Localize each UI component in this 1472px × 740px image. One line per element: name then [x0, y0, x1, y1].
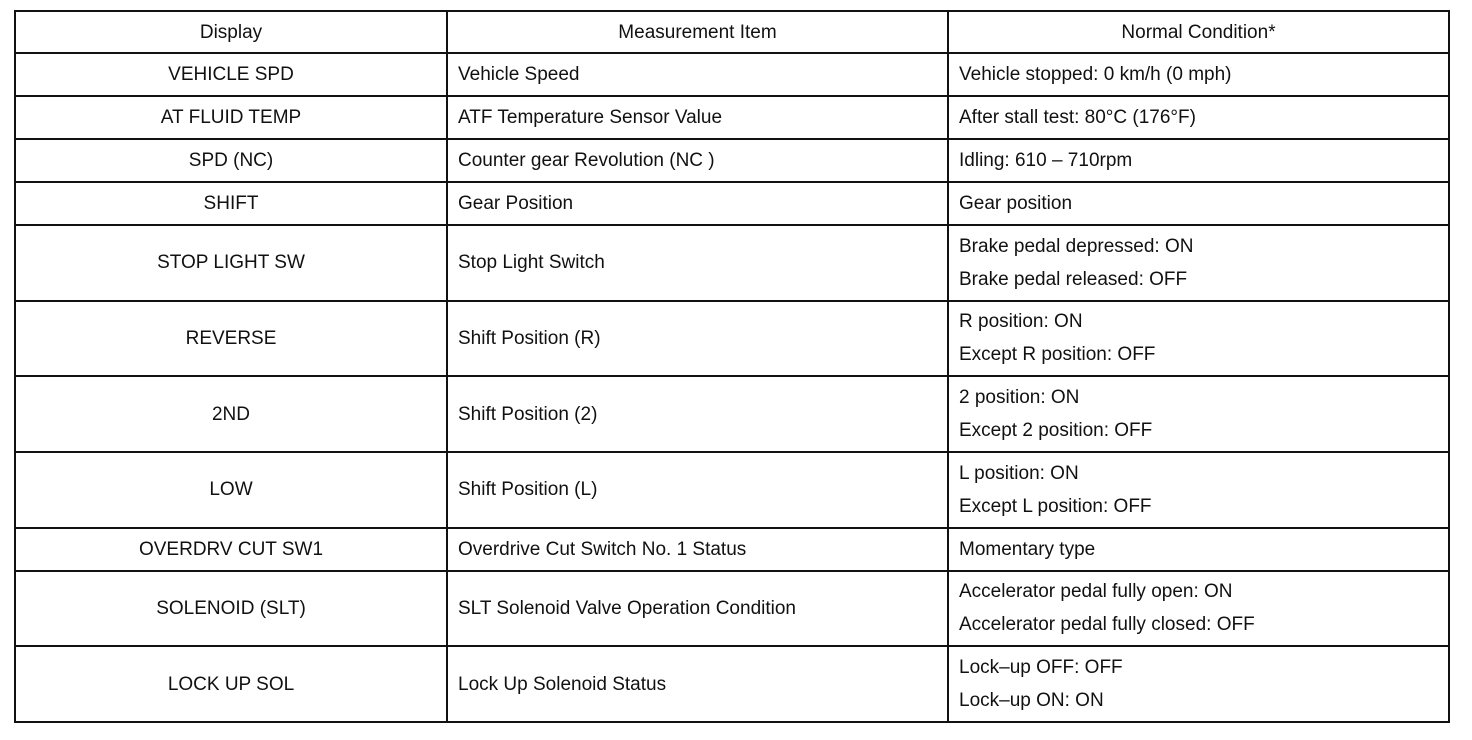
header-display: Display — [15, 11, 447, 53]
measurement-item-cell: Shift Position (R) — [447, 301, 948, 377]
condition-line: Except 2 position: OFF — [959, 420, 1153, 442]
display-cell: LOCK UP SOL — [15, 646, 447, 722]
table-row — [15, 53, 1449, 96]
condition-line: Accelerator pedal fully open: ON — [959, 581, 1233, 603]
normal-condition-cell — [948, 182, 1449, 225]
normal-condition-cell — [948, 225, 1449, 301]
table-row — [15, 376, 1449, 452]
table-row — [15, 528, 1449, 571]
condition-line: Brake pedal depressed: ON — [959, 235, 1194, 257]
normal-condition-cell — [948, 452, 1449, 528]
normal-condition-cell — [948, 53, 1449, 96]
measurement-item-cell: Shift Position (L) — [447, 452, 948, 528]
table-row — [15, 225, 1449, 301]
condition-line: Lock–up ON: ON — [959, 690, 1104, 712]
table-row — [15, 301, 1449, 377]
normal-condition-cell — [948, 571, 1449, 647]
display-cell: OVERDRV CUT SW1 — [15, 528, 447, 571]
measurement-item-cell: Overdrive Cut Switch No. 1 Status — [447, 528, 948, 571]
table-row — [15, 182, 1449, 225]
condition-line: L position: ON — [959, 462, 1079, 484]
measurement-item-cell: Counter gear Revolution (NC ) — [447, 139, 948, 182]
condition-line: Accelerator pedal fully closed: OFF — [959, 614, 1255, 636]
normal-condition-cell — [948, 301, 1449, 377]
measurement-item-cell: SLT Solenoid Valve Operation Condition — [447, 571, 948, 647]
table-row — [15, 139, 1449, 182]
display-cell: STOP LIGHT SW — [15, 225, 447, 301]
condition-line: Lock–up OFF: OFF — [959, 657, 1123, 679]
condition-line: R position: ON — [959, 311, 1083, 333]
data-list-table — [14, 10, 1450, 723]
header-row — [15, 11, 1449, 53]
table-row — [15, 571, 1449, 647]
display-cell: REVERSE — [15, 301, 447, 377]
condition-line: After stall test: 80°C (176°F) — [959, 106, 1196, 128]
condition-line: Brake pedal released: OFF — [959, 268, 1188, 290]
condition-line: Gear position — [959, 192, 1073, 214]
header-normal-condition: Normal Condition* — [948, 11, 1449, 53]
condition-line: Except R position: OFF — [959, 344, 1156, 366]
condition-line: Except L position: OFF — [959, 495, 1152, 517]
condition-line: Idling: 610 – 710rpm — [959, 149, 1133, 171]
display-cell: AT FLUID TEMP — [15, 96, 447, 139]
measurement-item-cell: ATF Temperature Sensor Value — [447, 96, 948, 139]
normal-condition-cell — [948, 646, 1449, 722]
normal-condition-cell — [948, 376, 1449, 452]
condition-line: Momentary type — [959, 538, 1096, 560]
measurement-item-cell: Lock Up Solenoid Status — [447, 646, 948, 722]
condition-line: 2 position: ON — [959, 387, 1080, 409]
measurement-item-cell: Shift Position (2) — [447, 376, 948, 452]
normal-condition-cell — [948, 96, 1449, 139]
display-cell: SPD (NC) — [15, 139, 447, 182]
header-measurement-item: Measurement Item — [447, 11, 948, 53]
table-row — [15, 646, 1449, 722]
table-body — [15, 53, 1449, 722]
measurement-item-cell: Gear Position — [447, 182, 948, 225]
normal-condition-cell — [948, 139, 1449, 182]
display-cell: LOW — [15, 452, 447, 528]
display-cell: VEHICLE SPD — [15, 53, 447, 96]
display-cell: SOLENOID (SLT) — [15, 571, 447, 647]
display-cell: SHIFT — [15, 182, 447, 225]
measurement-item-cell: Stop Light Switch — [447, 225, 948, 301]
normal-condition-cell — [948, 528, 1449, 571]
measurement-item-cell: Vehicle Speed — [447, 53, 948, 96]
table-row — [15, 96, 1449, 139]
display-cell: 2ND — [15, 376, 447, 452]
table-row — [15, 452, 1449, 528]
condition-line: Vehicle stopped: 0 km/h (0 mph) — [959, 63, 1232, 85]
